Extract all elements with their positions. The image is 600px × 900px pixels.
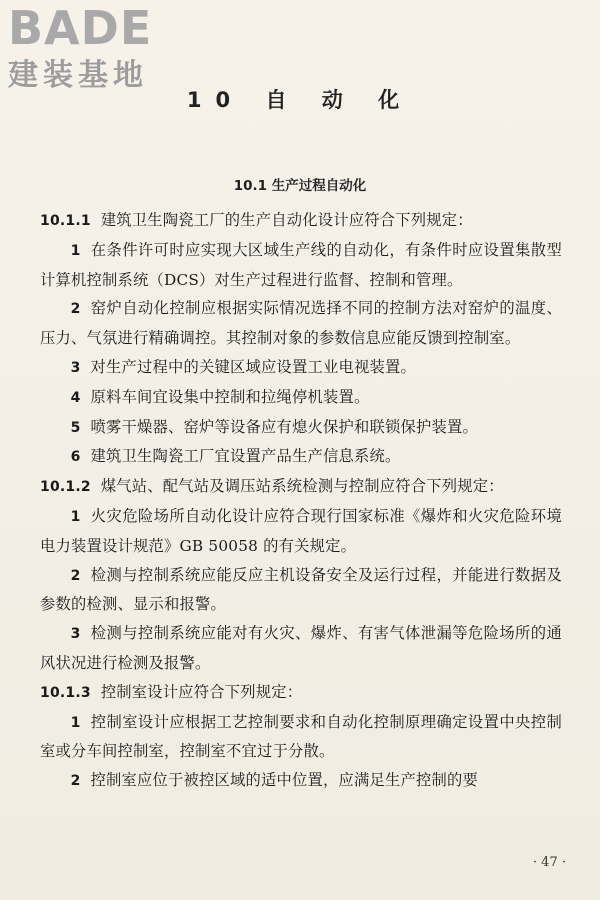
clause-text: 建筑卫生陶瓷工厂的生产自动化设计应符合下列规定：: [100, 211, 473, 229]
clause: [40, 472, 562, 502]
item-number: 6: [70, 449, 81, 466]
item-text: 控制室设计应根据工艺控制要求和自动化控制原理确定设置中央控制室或分车间控制室，控制室不宜过于分散。: [40, 712, 562, 761]
item-text: 在条件许可时应实现大区域生产线的自动化，有条件时应设置集散型计算机控制系统（DCS）对生产过程进行监督、控制和管理。: [40, 240, 562, 289]
clause-item: [40, 708, 562, 767]
clause-text: 控制室设计应符合下列规定：: [100, 682, 303, 701]
item-text: 窑炉自动化控制应根据实际情况选择不同的控制方法对窑炉的温度、压力、气氛进行精确调控。其控制对象的参数信息应能反馈到控制室。: [40, 299, 562, 348]
item-number: 5: [70, 419, 81, 436]
clause: [40, 206, 562, 236]
clause-item: [40, 442, 562, 472]
item-number: 1: [70, 242, 81, 259]
chapter-title: 10 自 动 化: [186, 88, 414, 112]
item-number: 2: [70, 567, 81, 584]
item-text: 检测与控制系统应能反应主机设备安全及运行过程，并能进行数据及参数的检测、显示和报警。: [40, 565, 562, 614]
logo-subtitle: 建装基地: [8, 58, 148, 93]
clause-item: [40, 619, 562, 678]
clause-number: 10.1.2: [40, 479, 91, 496]
clause-item: [40, 383, 562, 413]
clause-item: [40, 413, 562, 443]
item-text: 喷雾干燥器、窑炉等设备应有熄火保护和联锁保护装置。: [90, 417, 478, 436]
document-body: [40, 206, 562, 796]
item-text: 建筑卫生陶瓷工厂宜设置产品生产信息系统。: [90, 447, 401, 466]
item-number: 1: [70, 508, 81, 525]
clause-item: [40, 353, 562, 383]
item-text: 检测与控制系统应能对有火灾、爆炸、有害气体泄漏等危险场所的通风状况进行检测及报警。: [40, 624, 562, 672]
item-number: 2: [70, 773, 81, 790]
page-number: · 47 ·: [532, 855, 566, 870]
item-text: 火灾危险场所自动化设计应符合现行国家标准《爆炸和火灾危险环境电力装置设计规范》GB 50058 的有关规定。: [40, 506, 562, 555]
item-number: 4: [70, 389, 81, 406]
clause-text: 煤气站、配气站及调压站系统检测与控制应符合下列规定：: [100, 477, 504, 496]
clause-item: [40, 766, 562, 796]
item-number: 1: [70, 714, 81, 731]
item-text: 对生产过程中的关键区域应设置工业电视装置。: [90, 357, 416, 376]
item-number: 3: [70, 626, 81, 643]
clause-number: 10.1.3: [40, 684, 91, 701]
item-text: 控制室应位于被控区域的适中位置，应满足生产控制的要: [90, 771, 478, 790]
item-number: 3: [70, 359, 81, 376]
clause: [40, 678, 562, 708]
clause-item: [40, 561, 562, 620]
clause-item: [40, 294, 562, 353]
clause-item: [40, 502, 562, 561]
clause-number: 10.1.1: [40, 213, 91, 229]
clause-item: [40, 236, 562, 295]
item-number: 2: [70, 301, 81, 318]
item-text: 原料车间宜设集中控制和拉绳停机装置。: [90, 387, 370, 406]
logo-mark: BADE: [8, 1, 153, 55]
section-title: 10.1 生产过程自动化: [233, 178, 367, 194]
